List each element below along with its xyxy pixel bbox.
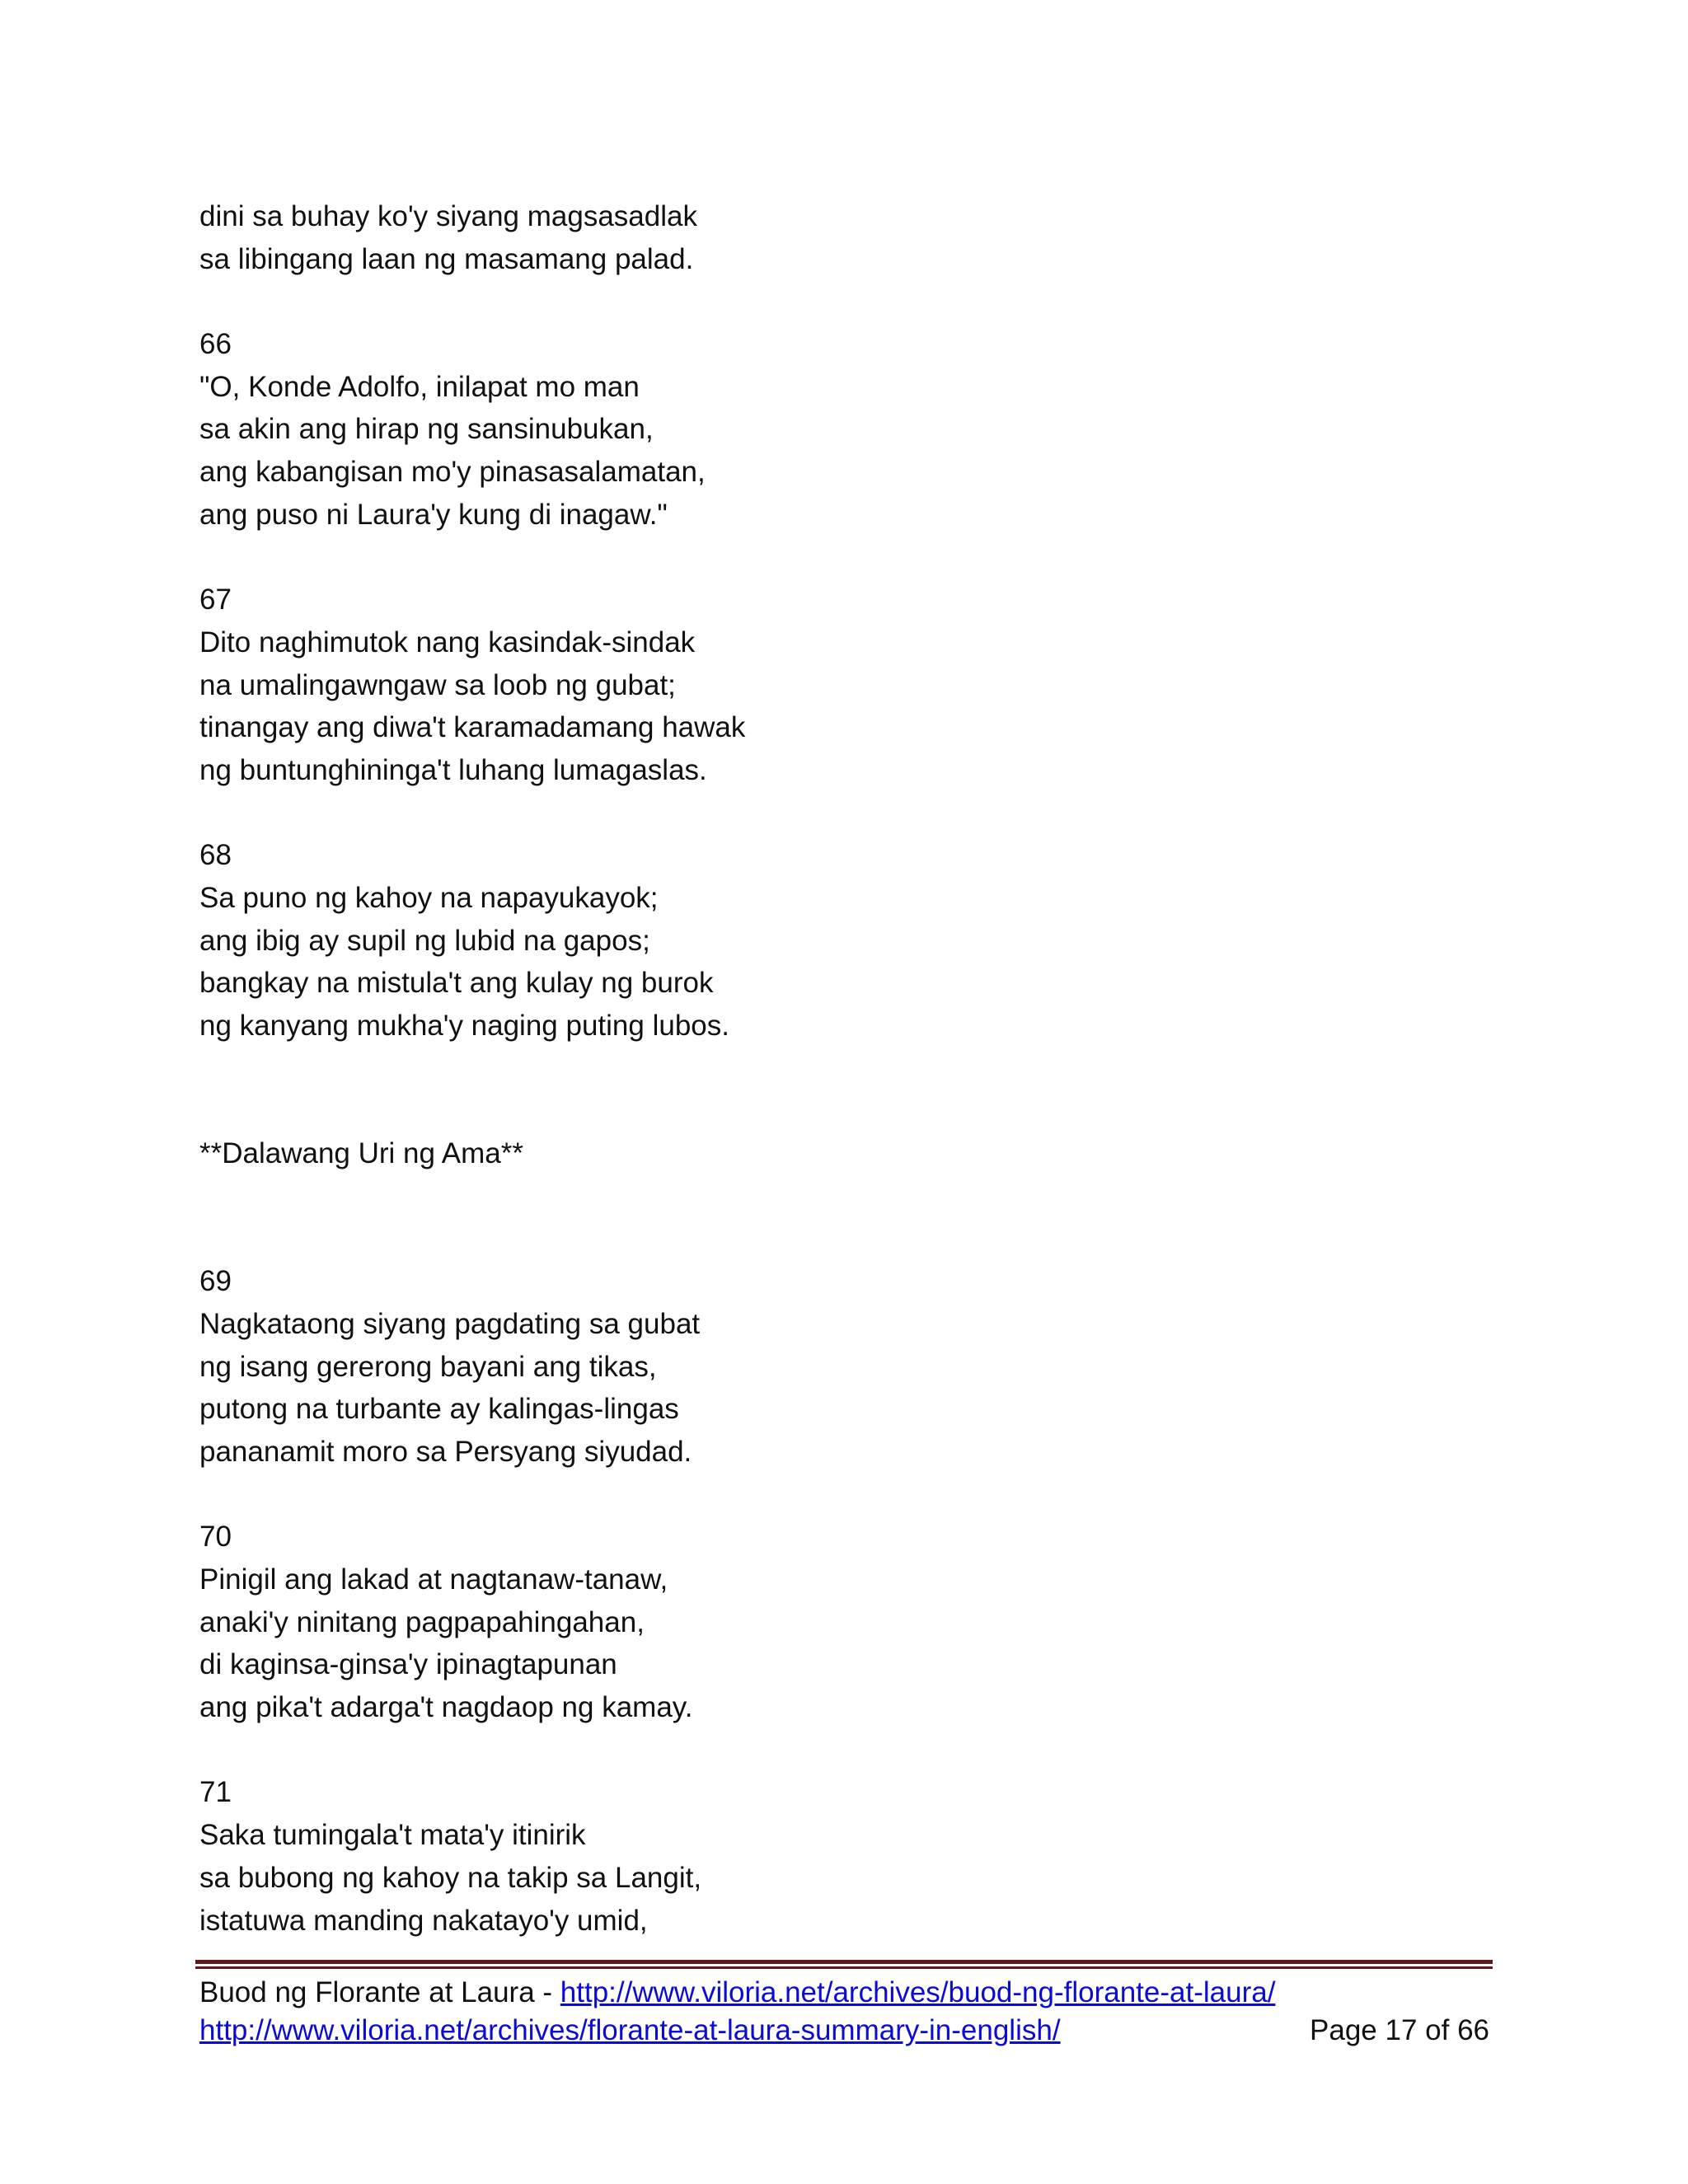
verse-line: Pinigil ang lakad at nagtanaw-tanaw, [199, 1563, 668, 1596]
verse-line: ng isang gererong bayani ang tikas, [199, 1350, 657, 1383]
verse-line: ng kanyang mukha'y naging puting lubos. [199, 1010, 729, 1043]
stanza-number: 66 [199, 328, 232, 361]
verse-line: ang puso ni Laura'y kung di inagaw." [199, 498, 668, 531]
stanza-number: 68 [199, 839, 232, 872]
page-number: Page 17 of 66 [1310, 2014, 1489, 2046]
stanza-68 [199, 834, 1485, 1047]
verse-line: putong na turbante ay kalingas-lingas [199, 1393, 679, 1426]
verse-line: sa bubong ng kahoy na takip sa Langit, [199, 1861, 702, 1894]
verse-line: anaki'y ninitang pagpapahingahan, [199, 1605, 645, 1638]
stanza-66 [199, 323, 1485, 536]
verse-line: pananamit moro sa Persyang siyudad. [199, 1435, 692, 1468]
verse-line: dini sa buhay ko'y siyang magsasadlak [199, 200, 697, 232]
footer-link-tagalog-summary[interactable]: http://www.viloria.net/archives/buod-ng-florante-at-laura/ [560, 1976, 1276, 2008]
stanza-71 [199, 1771, 1485, 1942]
stanza-67 [199, 579, 1485, 791]
verse-line: ang ibig ay supil ng lubid na gapos; [199, 924, 650, 957]
verse-line: na umalingawngaw sa loob ng gubat; [199, 668, 676, 701]
footer-link-english-summary[interactable]: http://www.viloria.net/archives/florante-at-laura-summary-in-english/ [199, 2014, 1061, 2046]
verse-line: tinangay ang diwa't karamadamang hawak [199, 711, 746, 744]
stanza-number: 71 [199, 1776, 232, 1809]
verse-line: ang kabangisan mo'y pinasasalamatan, [199, 456, 706, 489]
footer-title: Buod ng Florante at Laura - [199, 1976, 560, 2008]
verse-line: di kaginsa-ginsa'y ipinagtapunan [199, 1648, 617, 1681]
verse-line: sa akin ang hirap ng sansinubukan, [199, 413, 654, 446]
verse-line: Dito naghimutok nang kasindak-sindak [199, 626, 696, 658]
stanza-number: 69 [199, 1265, 232, 1298]
section-heading: **Dalawang Uri ng Ama** [199, 1137, 523, 1170]
stanza-number: 70 [199, 1521, 232, 1554]
verse-line: Sa puno ng kahoy na napayukayok; [199, 882, 659, 914]
verse-line: ng buntunghininga't luhang lumagaslas. [199, 753, 707, 786]
footer-divider-thin [195, 1966, 1493, 1969]
page-body [199, 195, 1485, 1942]
verse-line: Saka tumingala't mata'y itinirik [199, 1819, 586, 1852]
stanza-69 [199, 1260, 1485, 1473]
stanza-70 [199, 1516, 1485, 1728]
page-footer [199, 1974, 1489, 2050]
verse-line: "O, Konde Adolfo, inilapat mo man [199, 370, 640, 403]
stanza-number: 67 [199, 583, 232, 616]
verse-line: sa libingang laan ng masamang palad. [199, 242, 694, 275]
verse-line: ang pika't adarga't nagdaop ng kamay. [199, 1691, 693, 1724]
verse-line: bangkay na mistula't ang kulay ng burok [199, 967, 714, 1000]
footer-divider [195, 1960, 1493, 1964]
verse-line: Nagkataong siyang pagdating sa gubat [199, 1307, 701, 1340]
verse-line: istatuwa manding nakatayo'y umid, [199, 1904, 648, 1937]
